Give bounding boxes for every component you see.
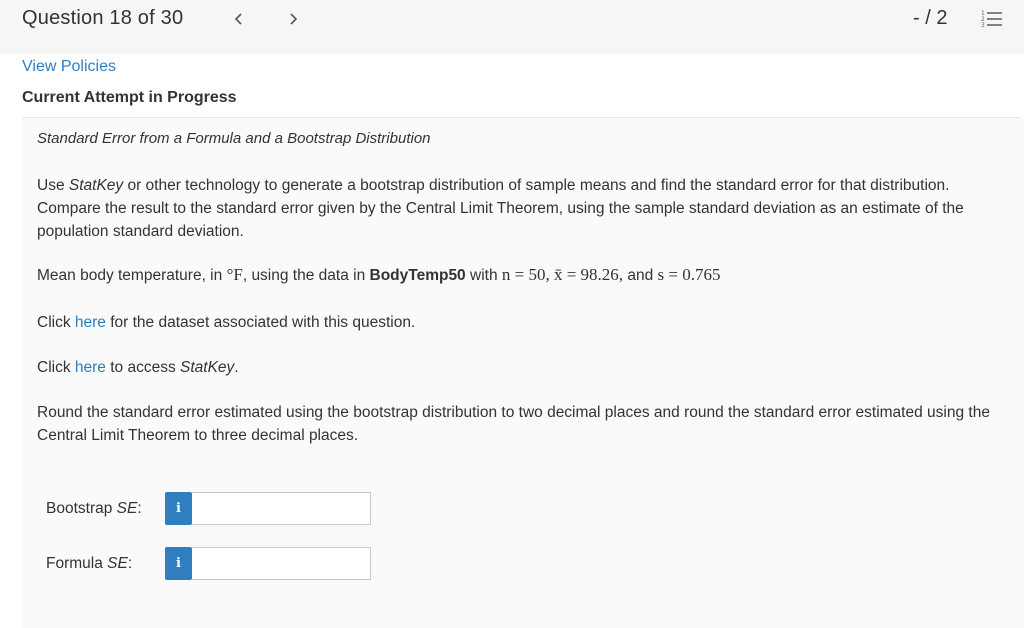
view-policies-link[interactable]: View Policies <box>22 58 116 75</box>
question-score: - / 2 <box>913 7 948 29</box>
dataset-link[interactable]: here <box>74 314 106 331</box>
question-list-button[interactable] <box>980 8 1004 30</box>
previous-question-button[interactable] <box>229 9 249 29</box>
temperature-unit: °F <box>226 265 243 284</box>
statkey-link[interactable]: here <box>74 359 106 376</box>
rounding-instructions: Round the standard error estimated using the bootstrap distribution to two decimal places and round the standard error estimated using the Central Limit Theorem to three decimal places. <box>37 404 990 444</box>
formula-se-label: Formula SE: <box>46 555 133 572</box>
chevron-right-icon <box>288 12 298 26</box>
statkey-link-line: Click here to access StatKey. <box>37 359 239 376</box>
formula-se-input[interactable] <box>192 547 371 580</box>
svg-text:3: 3 <box>981 22 985 29</box>
sample-sd: s = 0.765 <box>657 265 721 284</box>
attempt-status: Current Attempt in Progress <box>22 89 237 106</box>
question-header <box>0 0 1024 54</box>
question-intro: Use StatKey or other technology to generate a bootstrap distribution of sample means and find the standard error for that distribution. Compare the result to the standard error given by the Central Limit Theorem, using the sample standard deviation as an estimate of the population standard deviation. <box>37 177 964 240</box>
svg-text:2: 2 <box>981 16 985 23</box>
formula-info-icon[interactable]: i <box>165 547 192 580</box>
numbered-list-icon <box>980 8 1004 30</box>
bootstrap-se-label: Bootstrap SE: <box>46 500 142 517</box>
next-question-button[interactable] <box>283 9 303 29</box>
question-panel <box>22 118 1024 628</box>
svg-text:1: 1 <box>981 10 985 17</box>
chevron-left-icon <box>234 12 244 26</box>
bootstrap-info-icon[interactable]: i <box>165 492 192 525</box>
question-heading: Standard Error from a Formula and a Bootstrap Distribution <box>37 130 431 147</box>
bootstrap-se-input[interactable] <box>192 492 371 525</box>
question-data-statement: Mean body temperature, in °F, using the data in BodyTemp50 with n = 50, x̄ = 98.26, and s = 0.765 <box>37 265 721 284</box>
statkey-text: StatKey <box>68 177 124 194</box>
dataset-name: BodyTemp50 <box>369 267 466 284</box>
dataset-link-line: Click here for the dataset associated with this question. <box>37 314 416 331</box>
question-counter: Question 18 of 30 <box>22 7 184 29</box>
sample-stats: n = 50, x̄ = 98.26, <box>501 265 624 284</box>
